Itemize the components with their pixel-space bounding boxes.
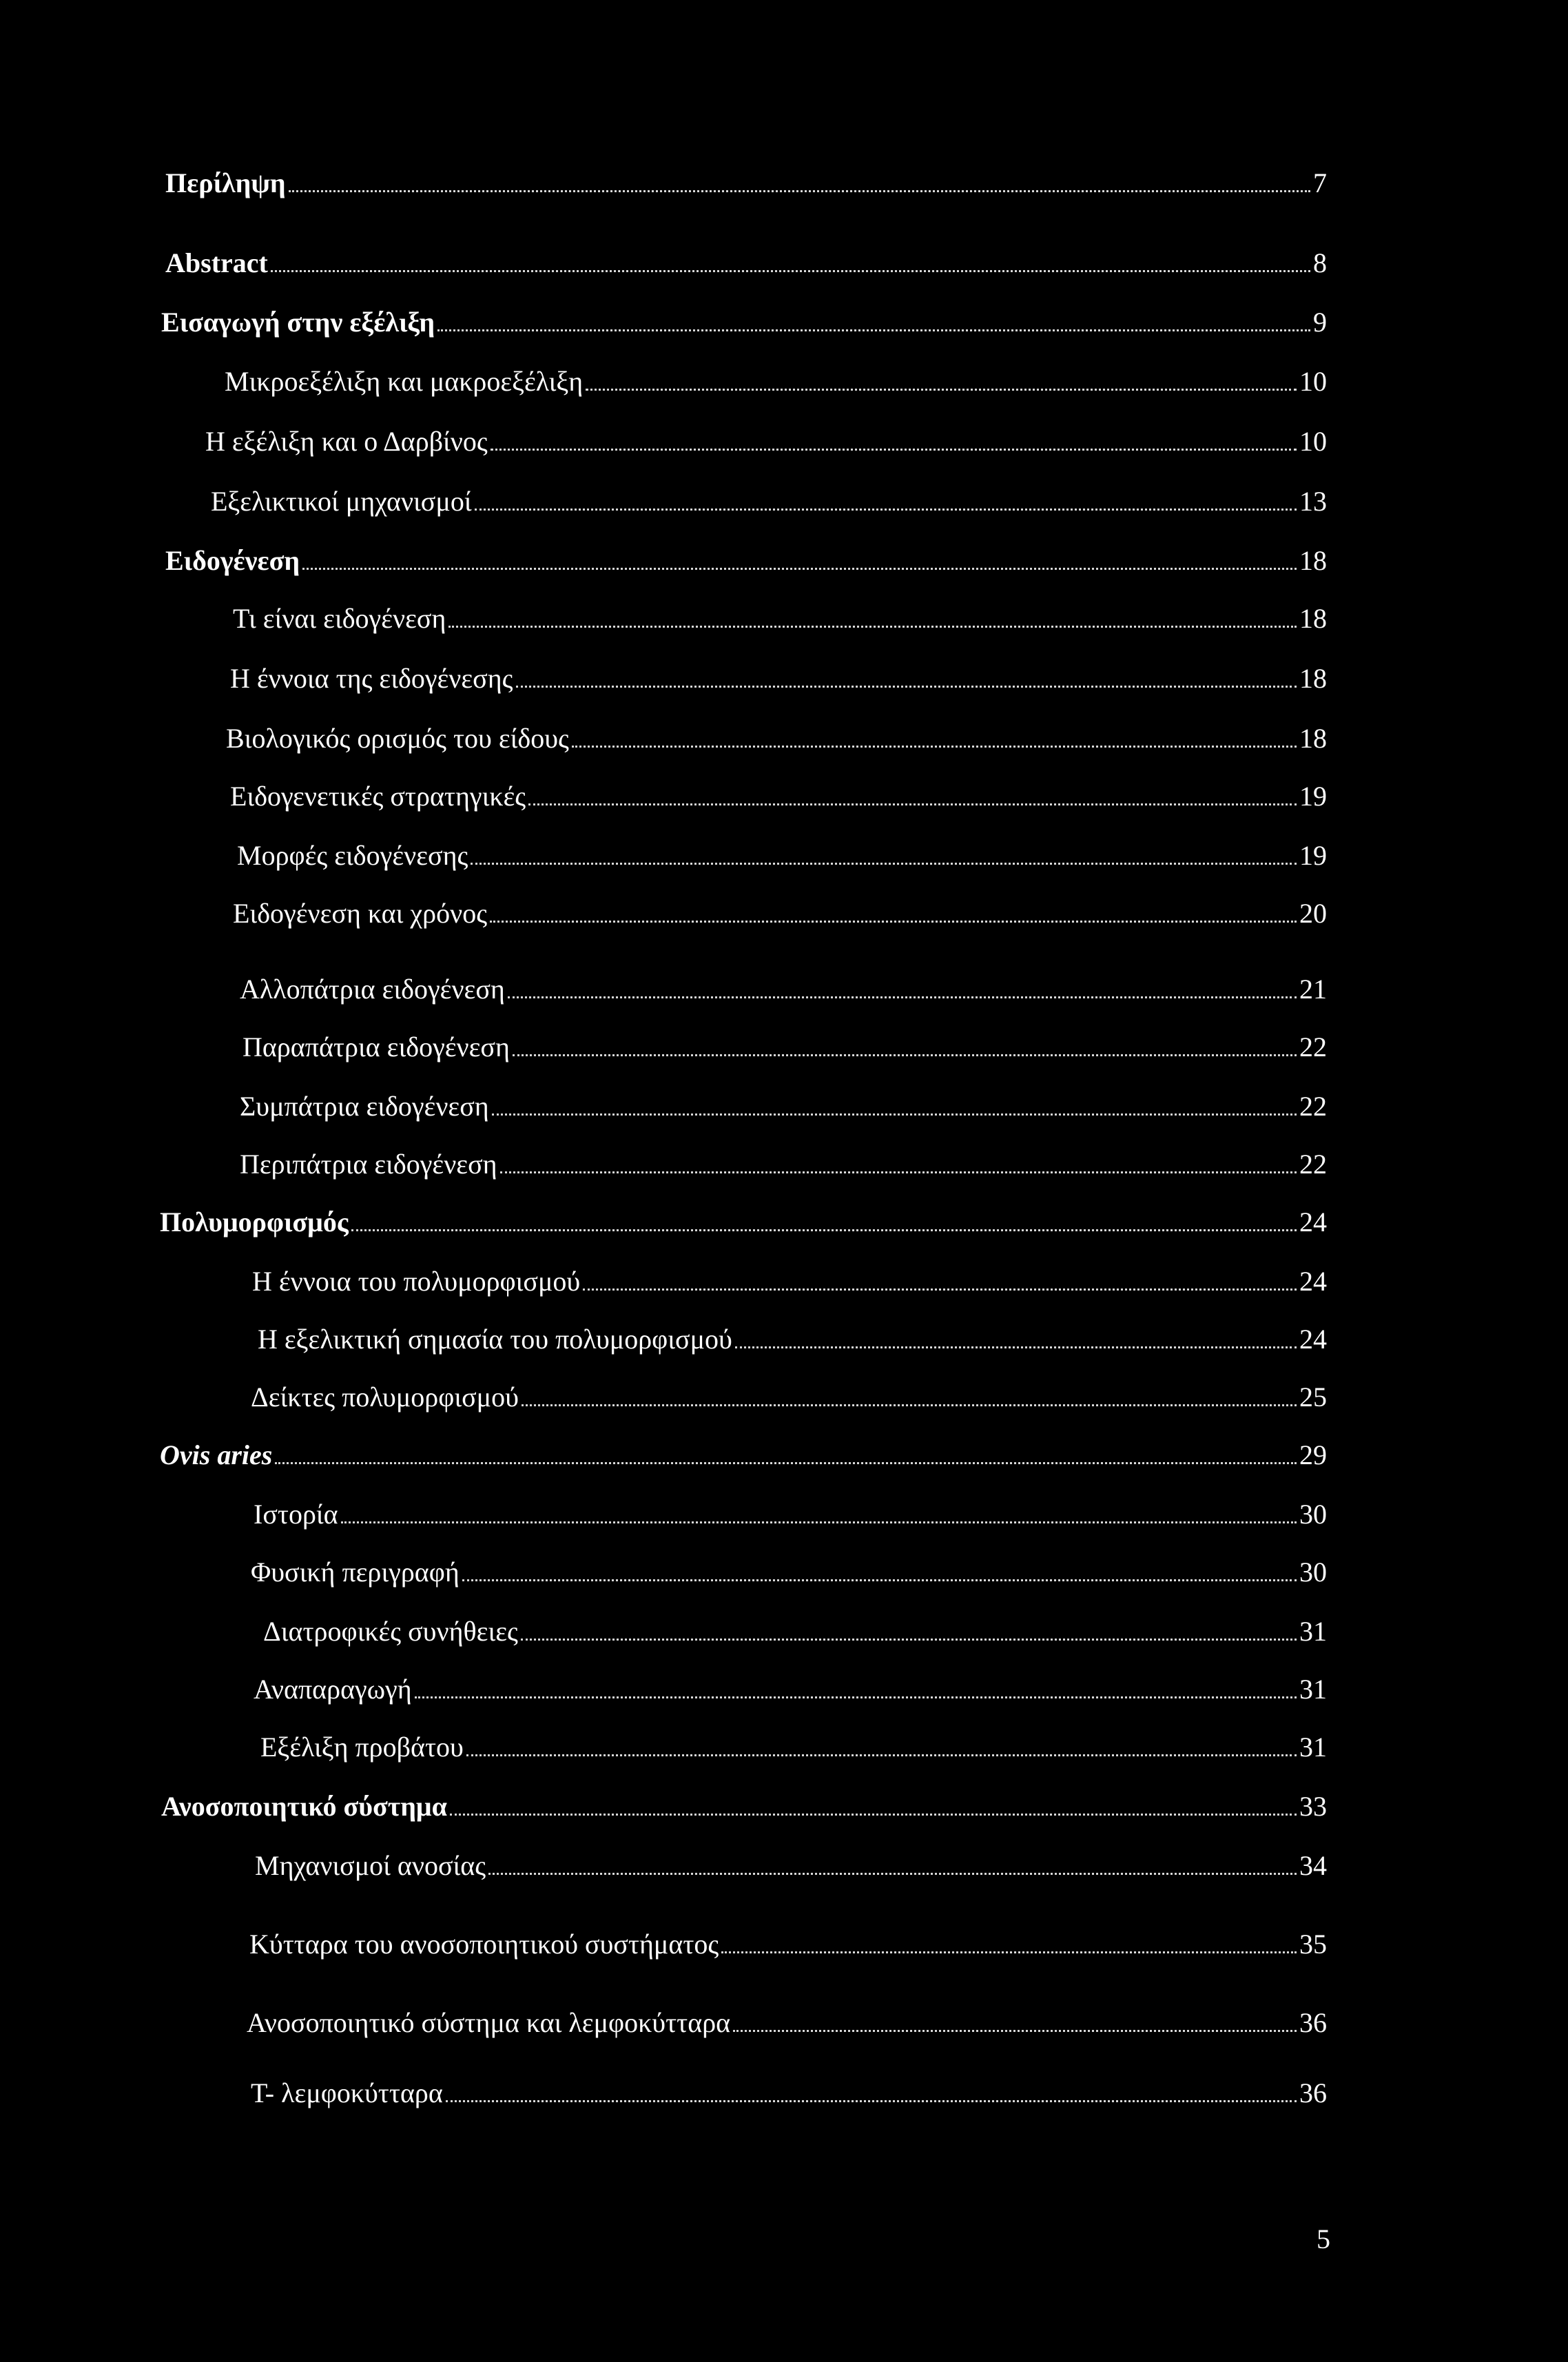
- toc-entry-title: Αλλοπάτρια ειδογένεση: [240, 974, 505, 1005]
- toc-entry-title: Η έννοια του πολυμορφισμού: [252, 1266, 581, 1297]
- toc-entry-ti-einai-eidogenesi: [233, 597, 1327, 635]
- toc-entry-page: 22: [1299, 1149, 1327, 1180]
- dot-leader: [500, 1171, 1297, 1173]
- toc-entry-anaparagogi: [254, 1667, 1327, 1706]
- dot-leader: [586, 389, 1297, 391]
- toc-entry-page: 19: [1299, 781, 1327, 812]
- dot-leader: [528, 803, 1297, 805]
- toc-entry-t-lemfokyttara: [251, 2071, 1327, 2110]
- dot-leader: [275, 1462, 1297, 1464]
- toc-entry-page: 33: [1299, 1791, 1327, 1822]
- toc-entry-exelixi-darvinos: [205, 420, 1327, 458]
- toc-entry-page: 24: [1299, 1206, 1327, 1238]
- toc-entry-page: 30: [1299, 1557, 1327, 1588]
- toc-entry-title: Κύτταρα του ανοσοποιητικού συστήματος: [249, 1929, 719, 1960]
- toc-entry-title: Αναπαραγωγή: [254, 1674, 412, 1705]
- toc-entry-title: Περίληψη: [165, 167, 286, 198]
- dot-leader: [491, 449, 1297, 451]
- dot-leader: [302, 568, 1297, 570]
- toc-entry-title: Ανοσοποιητικό σύστημα και λεμφοκύτταρα: [247, 2007, 731, 2038]
- dot-leader: [415, 1696, 1297, 1698]
- toc-entry-title: Μικροεξέλιξη και μακροεξέλιξη: [225, 366, 584, 397]
- toc-entry-sympatria: [240, 1085, 1327, 1123]
- toc-entry-page: 22: [1299, 1031, 1327, 1062]
- toc-entry-title: Παραπάτρια ειδογένεση: [243, 1031, 510, 1062]
- toc-entry-anosopoiitiko-systima: [161, 1785, 1327, 1823]
- toc-entry-parapatria: [243, 1025, 1327, 1064]
- dot-leader: [721, 1951, 1297, 1953]
- toc-entry-page: 24: [1299, 1266, 1327, 1297]
- toc-entry-title: Η εξελικτική σημασία του πολυμορφισμού: [258, 1324, 732, 1355]
- dot-leader: [271, 270, 1310, 272]
- dot-leader: [572, 746, 1297, 748]
- toc-entry-title: Η εξέλιξη και ο Δαρβίνος: [205, 426, 488, 457]
- toc-entry-page: 36: [1299, 2077, 1327, 2108]
- dot-leader: [490, 921, 1297, 923]
- dot-leader: [289, 190, 1310, 192]
- toc-entry-eidogenesi: [165, 539, 1327, 577]
- dot-leader: [522, 1404, 1297, 1406]
- dot-leader: [471, 863, 1297, 865]
- toc-entry-page: 29: [1299, 1439, 1327, 1470]
- toc-entry-title: Ovis aries: [160, 1439, 273, 1470]
- toc-entry-page: 20: [1299, 898, 1327, 929]
- toc-entry-title: Η έννοια της ειδογένεσης: [230, 663, 513, 694]
- dot-leader: [341, 1521, 1297, 1523]
- toc-entry-title: Δείκτες πολυμορφισμού: [251, 1382, 519, 1413]
- toc-entry-page: 31: [1299, 1674, 1327, 1705]
- dot-leader: [466, 1754, 1297, 1756]
- toc-entry-page: 9: [1313, 307, 1327, 338]
- toc-entry-peripatria: [240, 1142, 1327, 1181]
- toc-entry-kyttara: [249, 1922, 1327, 1961]
- dot-leader: [446, 2100, 1297, 2102]
- toc-entry-title: Βιολογικός ορισμός του είδους: [226, 723, 569, 754]
- toc-entry-page: 19: [1299, 840, 1327, 871]
- dot-leader: [492, 1113, 1297, 1116]
- dot-leader: [450, 1814, 1297, 1816]
- toc-entry-page: 36: [1299, 2007, 1327, 2038]
- toc-entry-polymorfismos: [160, 1200, 1327, 1239]
- toc-entry-page: 10: [1299, 366, 1327, 397]
- toc-entry-title: Εξελικτικοί μηχανισμοί: [211, 486, 472, 517]
- dot-leader: [508, 996, 1297, 998]
- page-number: 5: [1317, 2224, 1330, 2255]
- toc-entry-page: 25: [1299, 1382, 1327, 1413]
- dot-leader: [735, 1346, 1297, 1348]
- toc-entry-title: Ανοσοποιητικό σύστημα: [161, 1791, 447, 1822]
- toc-entry-title: Ιστορία: [254, 1499, 338, 1530]
- toc-entry-page: 18: [1299, 663, 1327, 694]
- toc-entry-title: Μορφές ειδογένεσης: [237, 840, 468, 871]
- dot-leader: [583, 1288, 1297, 1291]
- toc-entry-page: 8: [1313, 247, 1327, 278]
- toc-entry-page: 10: [1299, 426, 1327, 457]
- toc-entry-page: 18: [1299, 545, 1327, 576]
- toc-entry-mikroexelixi: [225, 360, 1327, 398]
- toc-entry-abstract: [165, 241, 1327, 280]
- toc-entry-title: Ειδογένεση και χρόνος: [233, 898, 488, 929]
- toc-entry-page: 24: [1299, 1324, 1327, 1355]
- toc-entry-fysiki-perigrafi: [251, 1550, 1327, 1589]
- toc-entry-eidogenetikes-stratigikes: [230, 774, 1327, 813]
- toc-entry-exelixi-provatou: [260, 1725, 1327, 1764]
- toc-entry-title: Εξέλιξη προβάτου: [260, 1732, 464, 1763]
- toc-entry-exeliktikoi-michanismoi: [211, 480, 1327, 518]
- toc-entry-page: 13: [1299, 486, 1327, 517]
- toc-entry-ennoia-polymorfismou: [252, 1260, 1327, 1298]
- toc-entry-title: Ειδογενετικές στρατηγικές: [230, 781, 526, 812]
- toc-entry-title: Abstract: [165, 247, 268, 278]
- dot-leader: [516, 686, 1297, 688]
- toc-entry-title: Διατροφικές συνήθειες: [263, 1616, 518, 1647]
- toc-entry-page: 31: [1299, 1732, 1327, 1763]
- toc-entry-page: 34: [1299, 1850, 1327, 1881]
- toc-entry-page: 35: [1299, 1929, 1327, 1960]
- toc-entry-page: 18: [1299, 603, 1327, 634]
- toc-entry-title: Μηχανισμοί ανοσίας: [255, 1850, 486, 1881]
- toc-entry-morfes-eidogenesis: [237, 834, 1327, 872]
- toc-entry-title: Συμπάτρια ειδογένεση: [240, 1091, 489, 1122]
- toc-entry-viologikos-orismos: [226, 717, 1327, 755]
- toc-entry-page: 22: [1299, 1091, 1327, 1122]
- toc-entry-eisagogi: [161, 300, 1327, 339]
- dot-leader: [521, 1639, 1297, 1641]
- toc-entry-eidogenesi-chronos: [233, 892, 1327, 930]
- toc-entry-title: Πολυμορφισμός: [160, 1206, 349, 1238]
- dot-leader: [475, 509, 1297, 511]
- toc-entry-michanismoi-anosias: [255, 1844, 1327, 1882]
- toc-entry-deiktes-polymorfismou: [251, 1375, 1327, 1414]
- toc-entry-title: Περιπάτρια ειδογένεση: [240, 1149, 497, 1180]
- toc-entry-title: Εισαγωγή στην εξέλιξη: [161, 307, 435, 338]
- toc-entry-page: 7: [1313, 167, 1327, 198]
- toc-entry-diatrofikes-synitheies: [263, 1610, 1327, 1648]
- toc-entry-title: Τ- λεμφοκύτταρα: [251, 2077, 443, 2108]
- toc-entry-istoria: [254, 1492, 1327, 1531]
- dot-leader: [488, 1873, 1297, 1875]
- toc-entry-perilipsi: [165, 161, 1327, 200]
- dot-leader: [733, 2030, 1297, 2032]
- toc-entry-allopatria: [240, 967, 1327, 1006]
- toc-entry-anosopoiitiko-lemfokyttara: [247, 2001, 1327, 2040]
- dot-leader: [448, 626, 1297, 628]
- toc-entry-title: Τι είναι ειδογένεση: [233, 603, 446, 634]
- dot-leader: [351, 1229, 1297, 1231]
- toc-entry-ennoia-eidogenesis: [230, 657, 1327, 695]
- toc-entry-title: Ειδογένεση: [165, 545, 300, 576]
- toc-entry-page: 30: [1299, 1499, 1327, 1530]
- toc-entry-exeliktiki-simasia: [258, 1317, 1327, 1356]
- dot-leader: [437, 329, 1310, 331]
- toc-entry-ovis-aries: [160, 1433, 1327, 1472]
- toc-entry-page: 21: [1299, 974, 1327, 1005]
- toc-entry-title: Φυσική περιγραφή: [251, 1557, 460, 1588]
- dot-leader: [513, 1054, 1297, 1056]
- toc-entry-page: 18: [1299, 723, 1327, 754]
- toc-entry-page: 31: [1299, 1616, 1327, 1647]
- dot-leader: [462, 1579, 1297, 1581]
